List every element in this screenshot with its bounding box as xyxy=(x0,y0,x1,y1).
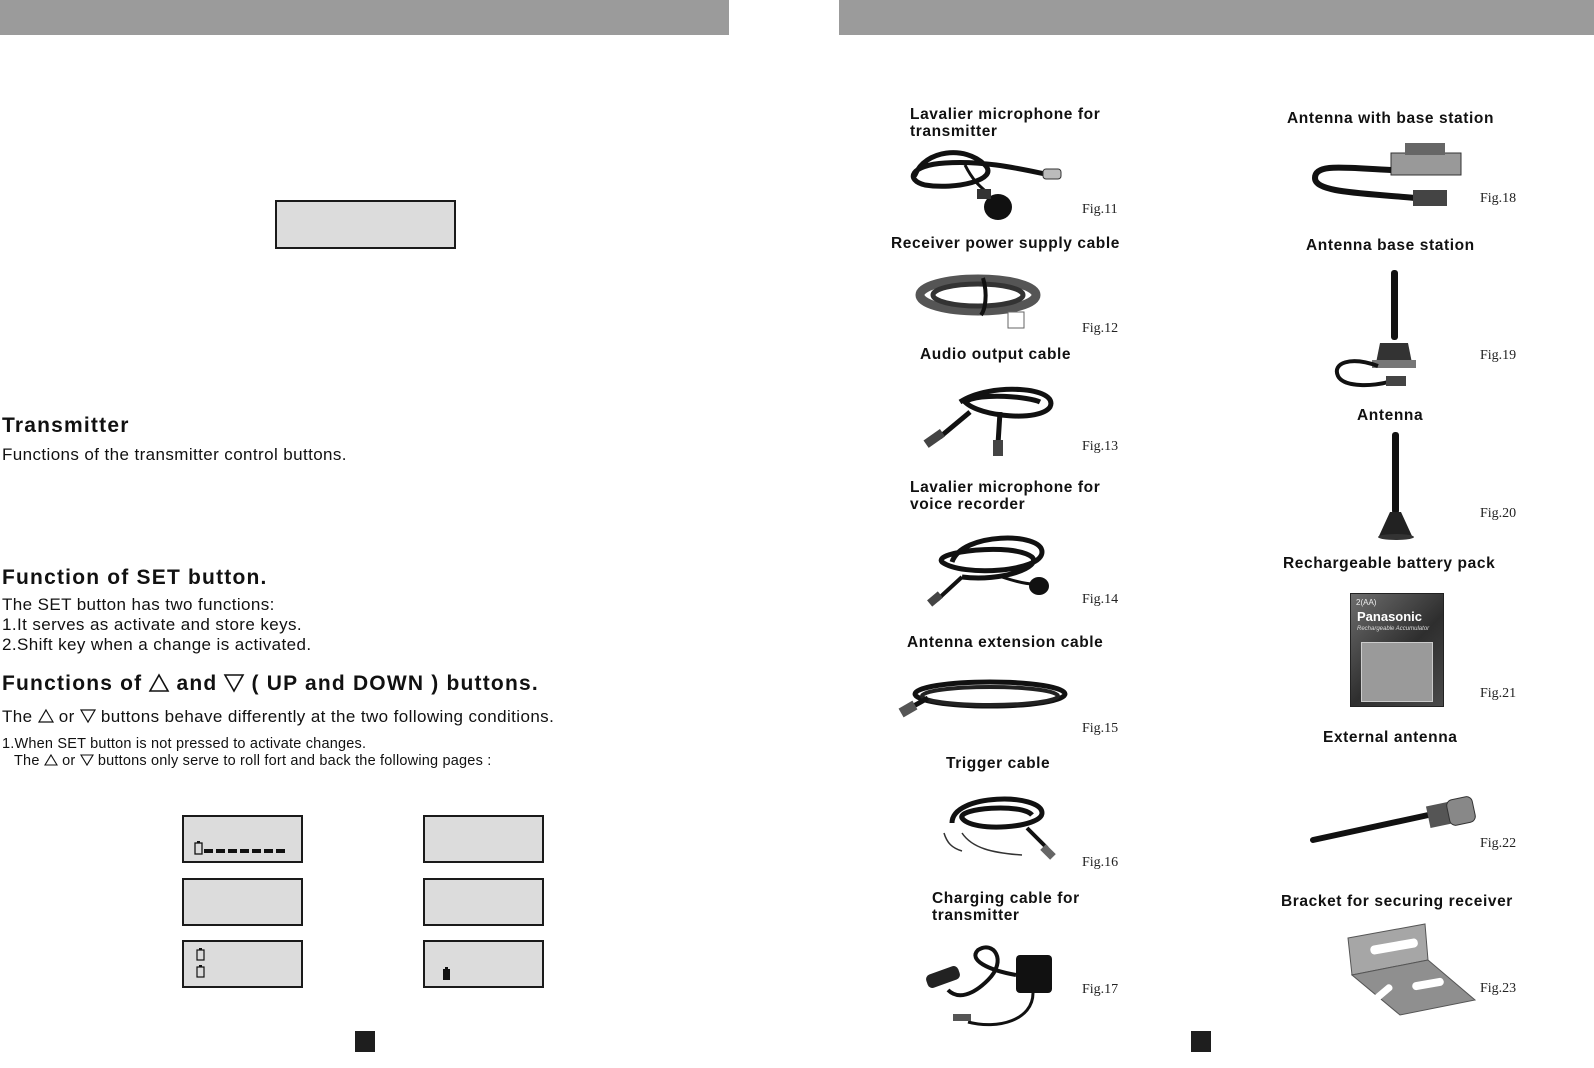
lcd-page-6 xyxy=(423,940,544,988)
lcd-page-2 xyxy=(423,815,544,863)
fig-label-11: Fig.11 xyxy=(1082,202,1118,217)
battery-pack-sub: Rechargeable Accumulator xyxy=(1357,626,1430,632)
set-line-2: 1.It serves as activate and store keys. xyxy=(2,615,303,634)
fig-label-23: Fig.23 xyxy=(1480,981,1517,996)
acc-label-16: Trigger cable xyxy=(946,755,1051,772)
condition-1-detail xyxy=(14,753,491,769)
fig-label-22: Fig.22 xyxy=(1480,836,1517,851)
up-triangle-icon xyxy=(44,754,58,766)
cond1-or: or xyxy=(62,753,76,769)
fig-label-14: Fig.14 xyxy=(1082,592,1119,607)
transmitter-heading: Transmitter xyxy=(2,414,130,437)
lcd-page-1 xyxy=(182,815,303,863)
acc-label-13: Audio output cable xyxy=(920,346,1072,363)
set-button-heading: Function of SET button. xyxy=(2,566,268,589)
down-triangle-icon xyxy=(80,754,94,766)
updown-heading-post: ( UP and DOWN ) buttons. xyxy=(251,672,539,695)
cond1-post: buttons only serve to roll fort and back the following pages : xyxy=(97,753,492,769)
updown-heading-pre: Functions of xyxy=(2,672,143,695)
right-page-header-bar xyxy=(839,0,1594,35)
acc-label-18: Antenna with base station xyxy=(1287,110,1495,127)
acc-label-17: Charging cable for transmitter xyxy=(932,890,1080,924)
acc-label-19: Antenna base station xyxy=(1306,237,1475,254)
acc-label-20: Antenna xyxy=(1357,407,1424,424)
battery-full-icon xyxy=(442,967,452,981)
acc-label-22: External antenna xyxy=(1323,729,1458,746)
updown-desc-or: or xyxy=(58,707,75,726)
acc-label-12: Receiver power supply cable xyxy=(891,235,1120,252)
external-antenna-icon xyxy=(1303,792,1483,852)
up-triangle-icon xyxy=(149,674,169,692)
battery-pack-image xyxy=(1350,593,1444,707)
acc-label-14: Lavalier microphone for voice recorder xyxy=(910,479,1101,513)
acc-label-11: Lavalier microphone for transmitter xyxy=(910,106,1101,140)
updown-desc-pre: The xyxy=(2,707,33,726)
updown-heading xyxy=(2,672,539,696)
updown-heading-and: and xyxy=(176,672,218,695)
bracket-icon xyxy=(1340,920,1480,1020)
battery-level-icon xyxy=(194,841,294,857)
fig-label-21: Fig.21 xyxy=(1480,686,1517,701)
fig-label-18: Fig.18 xyxy=(1480,191,1517,206)
antenna-base-icon xyxy=(1305,138,1475,218)
down-triangle-icon xyxy=(80,709,96,723)
updown-desc xyxy=(2,707,554,727)
power-cable-icon xyxy=(913,270,1053,340)
transmitter-desc: Functions of the transmitter control buttons. xyxy=(2,445,347,464)
battery-icon xyxy=(195,948,207,978)
battery-pack-size: 2(AA) xyxy=(1356,598,1377,607)
condition-1: 1.When SET button is not pressed to activate changes. xyxy=(2,736,367,752)
antenna-magnet-icon xyxy=(1330,268,1420,393)
lcd-page-5 xyxy=(182,940,303,988)
cond1-pre: The xyxy=(14,753,40,769)
left-page-marker xyxy=(355,1031,375,1052)
lcd-display-top xyxy=(275,200,456,249)
fig-label-15: Fig.15 xyxy=(1082,721,1119,736)
acc-label-23: Bracket for securing receiver xyxy=(1281,893,1513,910)
battery-pack-brand: Panasonic xyxy=(1357,609,1423,624)
fig-label-17: Fig.17 xyxy=(1082,982,1119,997)
down-triangle-icon xyxy=(224,674,244,692)
fig-label-19: Fig.19 xyxy=(1480,348,1517,363)
trigger-cable-icon xyxy=(932,793,1062,868)
acc-label-21: Rechargeable battery pack xyxy=(1283,555,1496,572)
antenna-icon xyxy=(1372,432,1422,542)
lavalier-mic-icon xyxy=(905,145,1065,225)
fig-label-12: Fig.12 xyxy=(1082,321,1119,336)
up-triangle-icon xyxy=(38,709,54,723)
fig-label-20: Fig.20 xyxy=(1480,506,1517,521)
left-page-header-bar xyxy=(0,0,729,35)
lcd-page-4 xyxy=(423,878,544,926)
set-line-1: The SET button has two functions: xyxy=(2,595,275,614)
acc-label-15: Antenna extension cable xyxy=(907,634,1104,651)
battery-cells xyxy=(1361,642,1433,702)
lavalier-mic-icon xyxy=(922,532,1062,612)
coax-cable-icon xyxy=(898,672,1073,722)
set-line-3: 2.Shift key when a change is activated. xyxy=(2,635,312,654)
audio-cable-icon xyxy=(920,382,1060,462)
lcd-page-3 xyxy=(182,878,303,926)
updown-desc-post: buttons behave differently at the two following conditions. xyxy=(100,707,555,726)
fig-label-16: Fig.16 xyxy=(1082,855,1119,870)
right-page-marker xyxy=(1191,1031,1211,1052)
car-charger-icon xyxy=(918,940,1058,1030)
fig-label-13: Fig.13 xyxy=(1082,439,1119,454)
